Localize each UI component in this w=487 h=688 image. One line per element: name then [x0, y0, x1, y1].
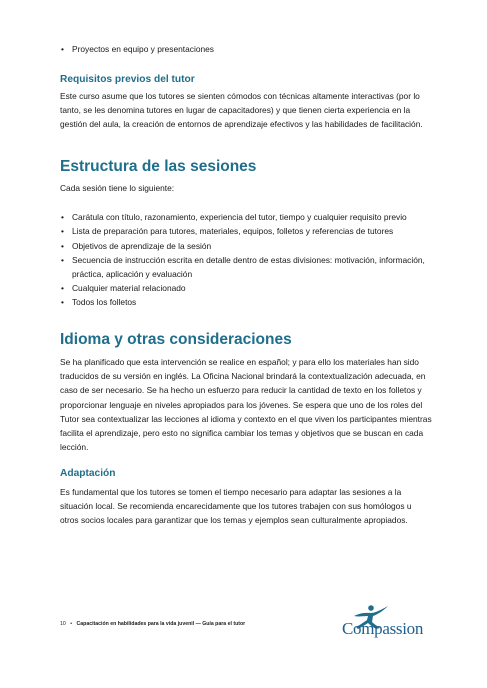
adaptacion-heading: Adaptación: [60, 468, 116, 479]
bullet-text: Objetivos de aprendizaje de la sesión: [72, 240, 212, 251]
requisitos-heading: Requisitos previos del tutor: [60, 74, 195, 85]
bullet-text: Todos los folletos: [72, 297, 137, 308]
bullet-item: [60, 210, 432, 224]
idioma-heading: Idioma y otras consideraciones: [60, 331, 292, 348]
bullet-text: Secuencia de instrucción escrita en detalle dentro de estas divisiones: motivación, información, práctica, aplicación y evaluación: [72, 254, 425, 280]
compassion-logo: [340, 604, 436, 642]
section-requisitos: [60, 73, 432, 132]
page-footer: [60, 621, 245, 627]
bullet-item: [60, 295, 432, 309]
bullet-dot: •: [61, 226, 64, 237]
bullet-text: Cualquier material relacionado: [72, 283, 186, 294]
top-bullet-list: [60, 42, 432, 56]
bullet-item: [60, 239, 432, 253]
estructura-heading: Estructura de las sesiones: [60, 158, 257, 175]
bullet-dot: •: [61, 254, 64, 265]
bullet-dot: •: [61, 212, 64, 223]
adaptacion-paragraph: Es fundamental que los tutores se tomen el tiempo necesario para adaptar las sesiones a la situación local. Se recomienda encarecidamente que los tutores trabajen con sus homólogos u otros socios locales para garantizar que los temas y ejemplos sean culturalmente apropiados.: [60, 487, 412, 526]
estructura-intro: Cada sesión tiene lo siguiente:: [60, 183, 175, 193]
page-number: 10: [60, 621, 66, 627]
bullet-dot: •: [61, 283, 64, 294]
footer-separator: •: [70, 621, 73, 627]
bullet-text: Carátula con título, razonamiento, experiencia del tutor, tiempo y cualquier requisito previo: [72, 212, 407, 223]
top-bullet-list-block: [60, 42, 432, 56]
bullet-item: [60, 224, 432, 238]
bullet-dot: •: [61, 297, 64, 308]
section-adaptacion: [60, 467, 432, 528]
bullet-text: Proyectos en equipo y presentaciones: [72, 44, 214, 54]
bullet-dot: •: [61, 44, 64, 54]
footer-document-title: Capacitación en habilidades para la vida juvenil — Guía para el tutor: [76, 621, 246, 627]
idioma-paragraph: Se ha planificado que esta intervención se realice en español; y para ello los materiales han sido traducidos de su versión en inglés. La Oficina Nacional brindará la contextualización adecuada, en caso de ser necesario. Se ha hecho un esfuerzo para reducir la cantidad de texto en los folletos y proporcionar lenguaje en niveles apropiados para los jóvenes. Se espera que uno de los roles del Tutor sea contextualizar las lecciones al idioma y contexto en el que viven los participantes mientras facilita el aprendizaje, pero esto no significa cambiar los temas y objetivos que se buscan en cada lección.: [60, 357, 432, 453]
bullet-item: [60, 253, 432, 281]
bullet-text: Lista de preparación para tutores, materiales, equipos, folletos y referencias de tutores: [72, 226, 394, 237]
bullet-item: [60, 281, 432, 295]
section-estructura: [60, 157, 432, 310]
estructura-bullet-list: [60, 210, 432, 309]
compassion-wordmark: Compassion: [342, 619, 424, 638]
section-idioma: [60, 330, 432, 454]
bullet-item: [60, 42, 432, 56]
requisitos-paragraph: Este curso asume que los tutores se sienten cómodos con técnicas altamente interactivas (por lo tanto, se les denomina tutores en lugar de capacitadores) y que tienen cierta experiencia en la gestión del aula, la creación de entornos de aprendizaje efectivos y las habilidades de facilitación.: [60, 91, 423, 130]
bullet-dot: •: [61, 240, 64, 251]
